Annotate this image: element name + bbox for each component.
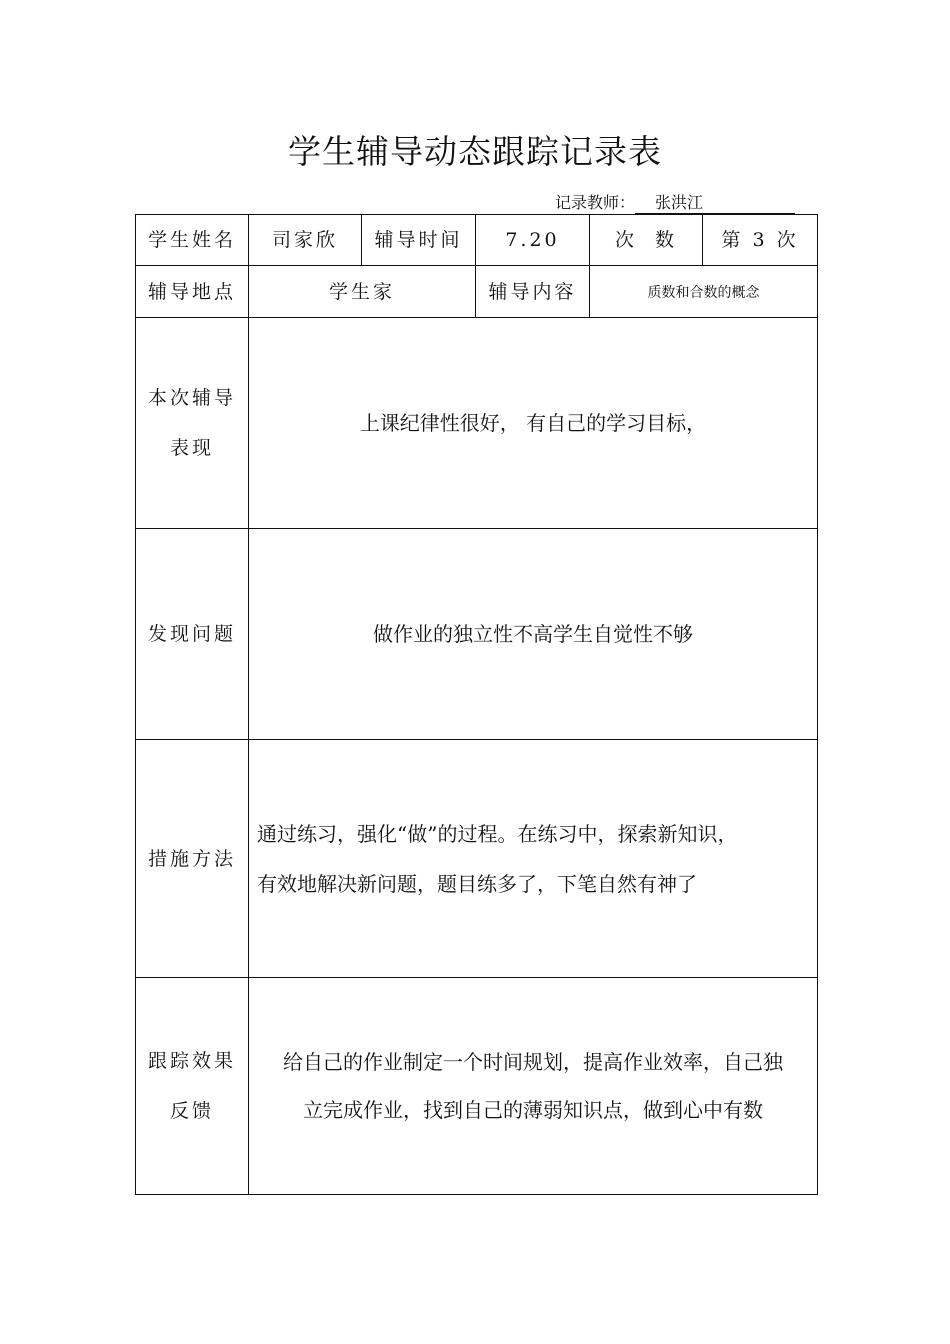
feedback-label-line2: 反馈 (169, 1100, 214, 1122)
student-name-value: 司家欣 (249, 215, 362, 266)
tutoring-content-label: 辅导内容 (476, 266, 590, 318)
count-value: 第 3 次 (703, 215, 818, 266)
problems-text: 做作业的独立性不高学生自觉性不够 (249, 529, 818, 740)
tutoring-time-label: 辅导时间 (362, 215, 476, 266)
problems-label: 发现问题 (136, 529, 249, 740)
feedback-label-line1: 跟踪效果 (147, 1050, 236, 1072)
performance-label (136, 318, 249, 529)
table-row (136, 266, 818, 318)
feedback-line1: 给自己的作业制定一个时间规划，提高作业效率，自己独 (283, 1050, 783, 1074)
feedback-text (249, 978, 818, 1195)
measures-text (249, 740, 818, 978)
student-name-label: 学生姓名 (136, 215, 249, 266)
performance-text: 上课纪律性很好， 有自己的学习目标， (249, 318, 818, 529)
measures-line1: 通过练习，强化“做”的过程。在练习中，探索新知识， (257, 821, 738, 846)
table-row (136, 318, 818, 529)
table-row (136, 978, 818, 1195)
document-title: 学生辅导动态跟踪记录表 (288, 132, 662, 171)
performance-label-line2: 表现 (169, 437, 214, 459)
table-row (136, 215, 818, 266)
table-row (136, 529, 818, 740)
feedback-line2: 立完成作业，找到自己的薄弱知识点，做到心中有数 (303, 1098, 763, 1122)
count-label: 次 数 (590, 215, 703, 266)
recorder-label: 记录教师： (555, 193, 636, 212)
measures-label: 措施方法 (136, 740, 249, 978)
table-row (136, 740, 818, 978)
feedback-label (136, 978, 249, 1195)
recorder-line (555, 190, 795, 214)
recorder-name: 张洪江 (635, 190, 795, 214)
record-table (135, 214, 818, 1195)
tutoring-place-label: 辅导地点 (136, 266, 249, 318)
tutoring-place-value: 学生家 (249, 266, 476, 318)
tutoring-content-value: 质数和合数的概念 (590, 266, 818, 318)
measures-line2: 有效地解决新问题，题目练多了，下笔自然有神了 (257, 871, 697, 896)
performance-label-line1: 本次辅导 (147, 387, 236, 409)
tutoring-time-value: 7.20 (476, 215, 590, 266)
